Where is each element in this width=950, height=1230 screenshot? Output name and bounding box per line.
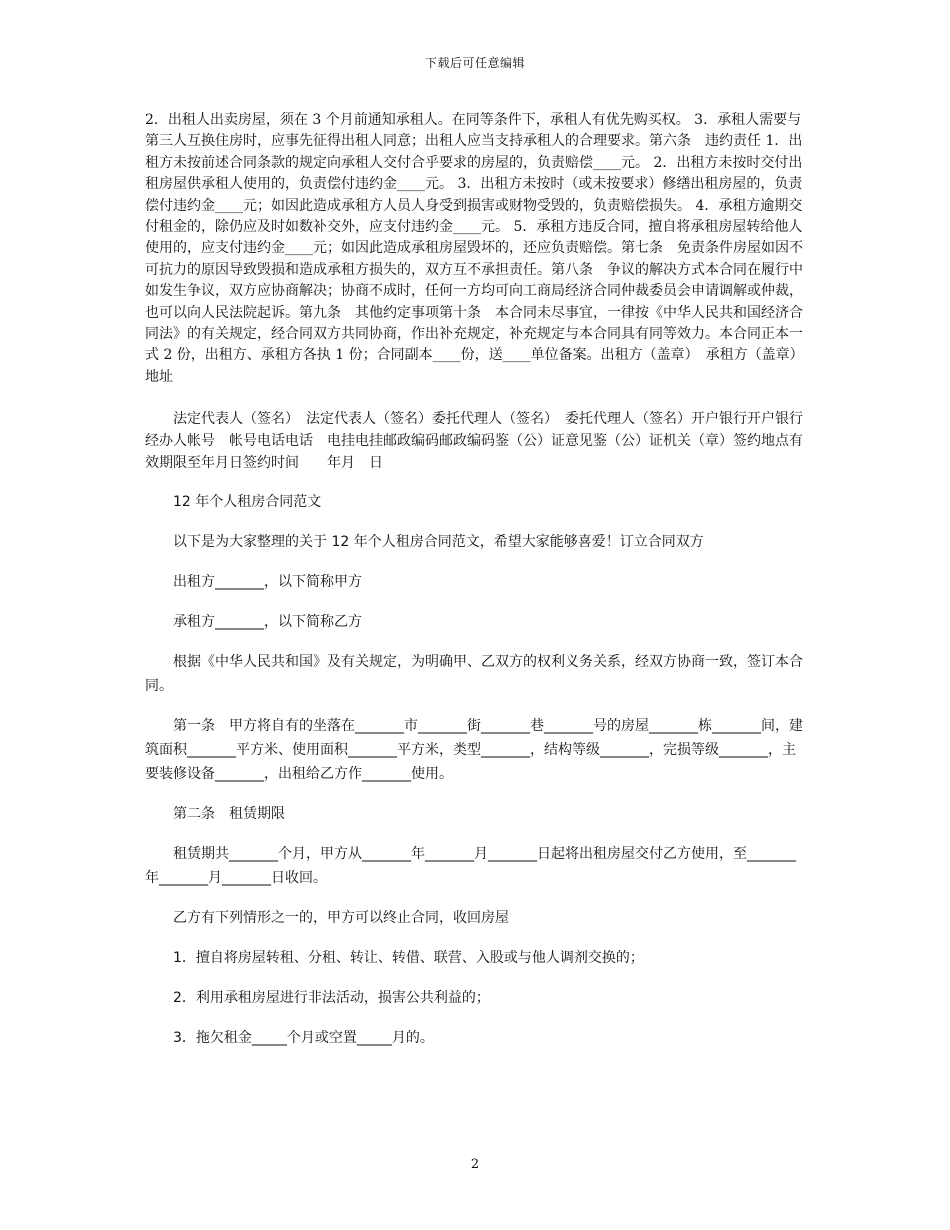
list-item: 2．利用承租房屋进行非法活动，损害公共利益的；	[173, 990, 490, 1007]
signature-block-paragraph: 法定代表人（签名） 法定代表人（签名）委托代理人（签名） 委托代理人（签名）开户银行开户银行经办人帐号 帐号电话电话 电挂电挂邮政编码邮政编码鉴（公）证意见鉴（公）证机关（章）签约地点有效期限至年月日签约时间 年月 日	[145, 411, 803, 472]
document-body	[145, 110, 805, 1050]
lessee-line: 承租方_______，以下简称乙方	[173, 614, 362, 631]
section-title: 12 年个人租房合同范文	[173, 494, 322, 511]
preamble-paragraph: 根据《中华人民共和国》及有关规定，为明确甲、乙双方的权利义务关系，经双方协商一致，签订本合同。	[145, 654, 803, 695]
article-2-title: 第二条 租赁期限	[173, 806, 285, 823]
lease-term-paragraph: 租赁期共_______个月，甲方从_______年_______月_______日起将出租房屋交付乙方使用，至_______年_______月_______日收回。	[145, 846, 796, 887]
list-item: 1．擅自将房屋转租、分租、转让、转借、联营、入股或与他人调剂交换的；	[173, 950, 644, 967]
contract-clauses-paragraph: 2．出租人出卖房屋，须在 3 个月前通知承租人。在同等条件下，承租人有优先购买权。 3．承租人需要与第三人互换住房时，应事先征得出租人同意；出租人应当支持承租人的合理要求。第六条 违约责任 1．出租方未按前述合同条款的规定向承租人交付合乎要求的房屋的，负责赔偿____元。 2．出租方未按时交付出租房屋供承租人使用的，负责偿付违约金____元。 3．出租方未按时（或未按要求）修缮出租房屋的，负责偿付违约金____元；如因此造成承租方人员人身受到损害或财物受毁的，负责赔偿损失。 4．承租方逾期交付租金的，除仍应及时如数补交外，应支付违约金____元。 5．承租方违反合同，擅自将承租房屋转给他人使用的，应支付违约金____元；如因此造成承租房屋毁坏的，还应负责赔偿。第七条 免责条件房屋如因不可抗力的原因导致毁损和造成承租方损失的，双方互不承担责任。第八条 争议的解决方式本合同在履行中如发生争议，双方应协商解决；协商不成时，任何一方均可向工商局经济合同仲裁委员会申请调解或仲裁，也可以向人民法院起诉。第九条 其他约定事项第十条 本合同未尽事宜，一律按《中华人民共和国经济合同法》的有关规定，经合同双方共同协商，作出补充规定，补充规定与本合同具有同等效力。本合同正本一式 2 份，出租方、承租方各执 1 份；合同副本____份，送____单位备案。出租方（盖章） 承租方（盖章）地址	[145, 112, 804, 385]
intro-paragraph: 以下是为大家整理的关于 12 年个人租房合同范文，希望大家能够喜爱！订立合同双方	[173, 534, 704, 551]
page-header: 下载后可任意编辑	[424, 56, 525, 70]
page-number: 2	[470, 1157, 480, 1172]
lessor-line: 出租方_______，以下简称甲方	[173, 574, 362, 591]
article-1-paragraph: 第一条 甲方将自有的坐落在_______市_______街_______巷_______号的房屋_______栋_______间，建筑面积_______平方米、使用面积_______平方米，类型_______，结构等级_______，完损等级_______，主要装修设备_______，出租给乙方作_______使用。	[145, 718, 803, 783]
termination-intro: 乙方有下列情形之一的，甲方可以终止合同，收回房屋	[173, 910, 509, 927]
list-item: 3．拖欠租金_____个月或空置_____月的。	[173, 1030, 434, 1047]
